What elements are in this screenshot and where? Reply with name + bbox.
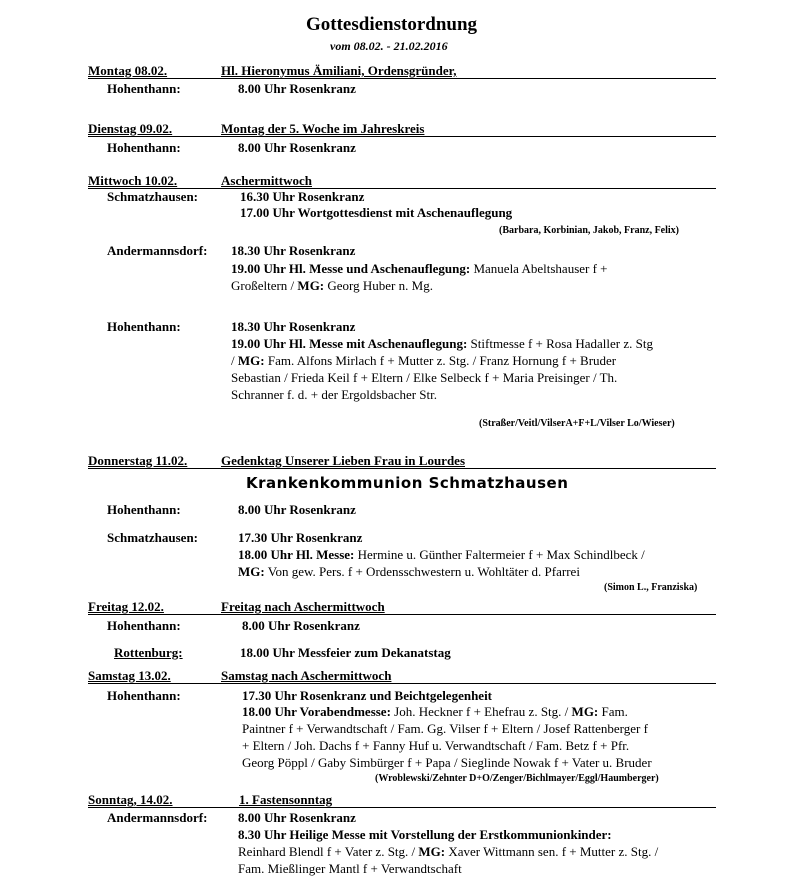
service-line: 8.00 Uhr Rosenkranz xyxy=(238,140,356,155)
mg-label: MG: xyxy=(237,353,265,368)
day-samstag: Samstag 13.02. xyxy=(88,668,171,683)
intention-text: Manuela Abeltshauser f + xyxy=(470,261,608,276)
service-line: 8.30 Uhr Heilige Messe mit Vorstellung der Erstkommunionkinder: xyxy=(238,827,612,842)
place-label: Hohenthann: xyxy=(107,81,181,96)
feast-mittwoch: Aschermittwoch xyxy=(221,173,312,188)
intention-text: Fam. Alfons Mirlach f + Mutter z. Stg. / Franz Hornung f + Bruder xyxy=(264,353,617,368)
service-line xyxy=(231,261,608,277)
mg-label: MG: xyxy=(238,564,265,579)
ministranten-note: (Simon L., Franziska) xyxy=(604,582,698,593)
service-line: 8.00 Uhr Rosenkranz xyxy=(238,81,356,96)
intention-text: Fam. Mießlinger Mantl f + Verwandtschaft xyxy=(238,861,462,876)
service-line xyxy=(238,844,658,860)
service-line: 18.00 Uhr Messfeier zum Dekanatstag xyxy=(240,645,451,660)
day-dienstag: Dienstag 09.02. xyxy=(88,121,173,136)
service-label: 19.00 Uhr Hl. Messe und Aschenauflegung: xyxy=(231,261,471,276)
feast-dienstag: Montag der 5. Woche im Jahreskreis xyxy=(221,121,425,136)
mg-label: MG: xyxy=(418,844,446,859)
intention-text: Fam. xyxy=(598,704,628,719)
intention-text: Stiftmesse f + Rosa Hadaller z. Stg xyxy=(467,336,653,351)
intention-text: Schranner f. d. + der Ergoldsbacher Str. xyxy=(231,387,438,402)
place-label: Andermannsdorf: xyxy=(107,810,208,825)
place-label: Schmatzhausen: xyxy=(107,530,199,545)
page-title: Gottesdienstordnung xyxy=(306,14,478,35)
service-line: 8.00 Uhr Rosenkranz xyxy=(242,618,360,633)
mg-label: MG: xyxy=(571,704,599,719)
intention-text: Reinhard Blendl f + Vater z. Stg. / xyxy=(238,844,419,859)
service-line: 17.30 Uhr Rosenkranz und Beichtgelegenheit xyxy=(242,688,493,703)
place-label: Hohenthann: xyxy=(107,319,181,334)
service-line: 8.00 Uhr Rosenkranz xyxy=(238,502,356,517)
day-divider xyxy=(88,614,716,615)
day-montag: Montag 08.02. xyxy=(88,63,168,78)
service-line: 17.30 Uhr Rosenkranz xyxy=(238,530,363,545)
intention-text: Sebastian / Frieda Keil f + Eltern / Elke Selbeck f + Maria Preisinger / Th. xyxy=(231,370,618,385)
service-line xyxy=(231,336,653,352)
day-sonntag: Sonntag, 14.02. xyxy=(88,792,173,807)
place-label: Hohenthann: xyxy=(107,502,181,517)
service-line: 18.30 Uhr Rosenkranz xyxy=(231,243,356,258)
place-label: Hohenthann: xyxy=(107,618,181,633)
service-line: 8.00 Uhr Rosenkranz xyxy=(238,810,356,825)
feast-donnerstag: Gedenktag Unserer Lieben Frau in Lourdes xyxy=(221,453,466,468)
intention-text: Von gew. Pers. f + Ordensschwestern u. Wohltäter d. Pfarrei xyxy=(264,564,580,579)
page-subtitle: vom 08.02. - 21.02.2016 xyxy=(330,39,448,53)
place-label: Andermannsdorf: xyxy=(107,243,208,258)
intention-text: Paintner f + Verwandtschaft / Fam. Gg. Vilser f + Eltern / Josef Rattenberger f xyxy=(242,721,648,736)
service-line: 17.00 Uhr Wortgottesdienst mit Aschenauflegung xyxy=(240,205,513,220)
intention-text: / xyxy=(231,353,238,368)
intention-text: Joh. Heckner f + Ehefrau z. Stg. / xyxy=(390,704,572,719)
intention-text: Hermine u. Günther Faltermeier f + Max Schindlbeck / xyxy=(354,547,645,562)
feast-freitag: Freitag nach Aschermittwoch xyxy=(221,599,385,614)
day-freitag: Freitag 12.02. xyxy=(88,599,164,614)
day-divider xyxy=(88,807,716,808)
service-label: 18.00 Uhr Hl. Messe: xyxy=(238,547,355,562)
service-label: 18.00 Uhr Vorabendmesse: xyxy=(242,704,391,719)
day-mittwoch: Mittwoch 10.02. xyxy=(88,173,178,188)
intention-text: Georg Pöppl / Gaby Simbürger f + Papa / Sieglinde Nowak f + Vater u. Bruder xyxy=(242,755,652,770)
service-line xyxy=(238,564,580,580)
intention-text: + Eltern / Joh. Dachs f + Fanny Huf u. Verwandtschaft / Fam. Betz f + Pfr. xyxy=(242,738,630,753)
day-donnerstag: Donnerstag 11.02. xyxy=(88,453,188,468)
service-line xyxy=(231,278,433,294)
mg-label: MG: xyxy=(297,278,325,293)
intention-text: Xaver Wittmann sen. f + Mutter z. Stg. / xyxy=(445,844,659,859)
service-line xyxy=(242,704,628,720)
day-divider xyxy=(88,683,716,684)
place-label: Hohenthann: xyxy=(107,688,181,703)
service-line: 16.30 Uhr Rosenkranz xyxy=(240,189,365,204)
krankenkommunion-banner: Krankenkommunion Schmatzhausen xyxy=(246,474,569,492)
ministranten-note: (Wroblewski/Zehnter D+O/Zenger/Bichlmayer/Eggl/Haumberger) xyxy=(375,773,659,784)
service-line xyxy=(231,353,616,369)
service-line: 18.30 Uhr Rosenkranz xyxy=(231,319,356,334)
place-label: Hohenthann: xyxy=(107,140,181,155)
ministranten-note: (Straßer/Veitl/VilserA+F+L/Vilser Lo/Wieser) xyxy=(479,418,675,429)
place-label: Rottenburg: xyxy=(114,645,183,660)
service-line xyxy=(238,547,645,563)
intention-text: Georg Huber n. Mg. xyxy=(324,278,433,293)
ministranten-note: (Barbara, Korbinian, Jakob, Franz, Felix) xyxy=(499,225,679,236)
service-label: 19.00 Uhr Hl. Messe mit Aschenauflegung: xyxy=(231,336,468,351)
intention-text: Großeltern / xyxy=(231,278,298,293)
feast-montag: Hl. Hieronymus Ämiliani, Ordensgründer, xyxy=(221,63,457,78)
feast-samstag: Samstag nach Aschermittwoch xyxy=(221,668,392,683)
feast-sonntag: 1. Fastensonntag xyxy=(239,792,333,807)
place-label: Schmatzhausen: xyxy=(107,189,199,204)
